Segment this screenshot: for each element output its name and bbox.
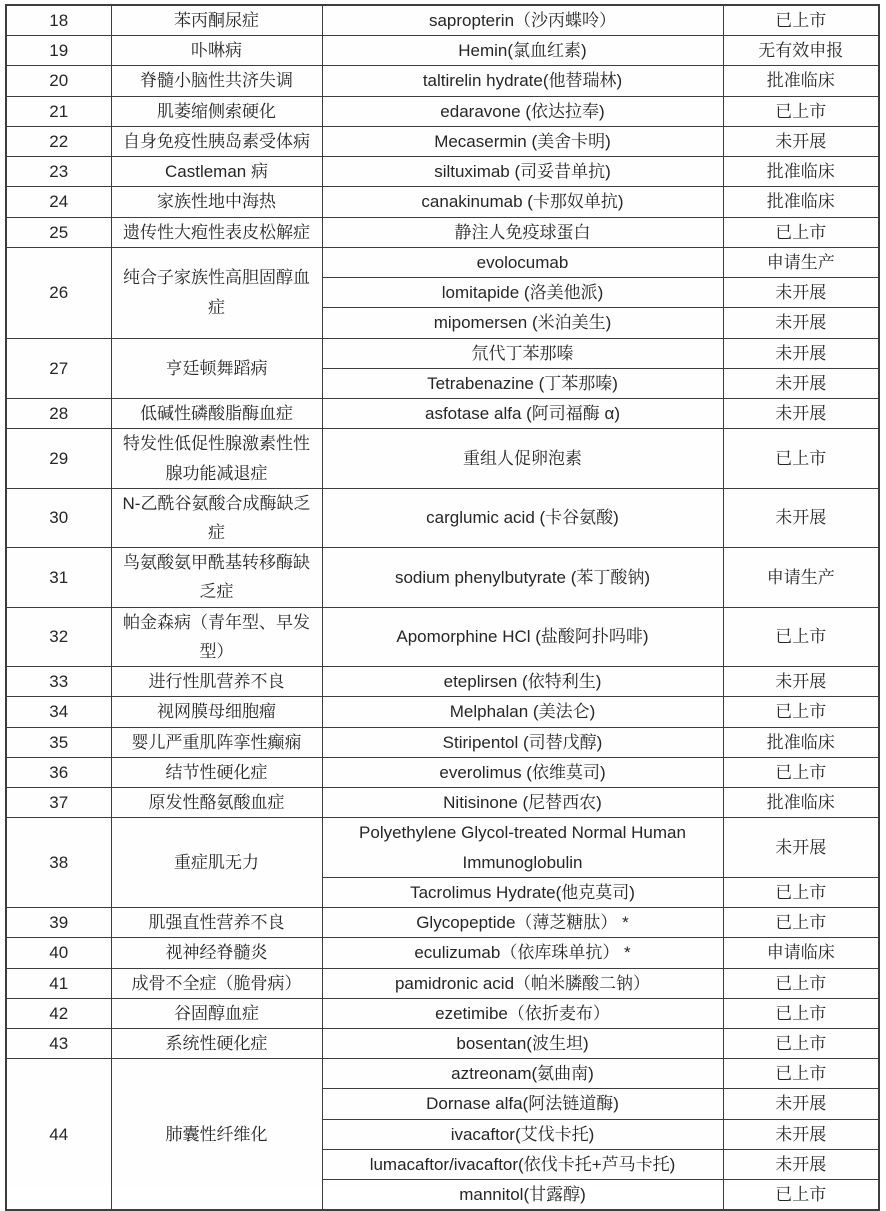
drug-name-cell: eculizumab（依库珠单抗） *	[322, 938, 723, 968]
drug-name-cell: Apomorphine HCl (盐酸阿扑吗啡)	[322, 607, 723, 666]
table-row	[6, 187, 879, 217]
disease-name-cell: 重症肌无力	[111, 818, 322, 908]
drug-name-cell: edaravone (依达拉奉)	[322, 96, 723, 126]
drug-name-cell: everolimus (依维莫司)	[322, 757, 723, 787]
drug-name-cell: pamidronic acid（帕米膦酸二钠）	[322, 968, 723, 998]
status-cell: 申请临床	[723, 938, 879, 968]
drug-name-cell: sapropterin（沙丙蝶呤）	[322, 5, 723, 36]
drug-name-cell: asfotase alfa (阿司福酶 α)	[322, 399, 723, 429]
table-row	[6, 727, 879, 757]
table-row	[6, 667, 879, 697]
disease-name-cell: 肌强直性营养不良	[111, 908, 322, 938]
row-number-cell: 25	[6, 217, 111, 247]
drug-name-cell: siltuximab (司妥昔单抗)	[322, 157, 723, 187]
disease-name-cell: 家族性地中海热	[111, 187, 322, 217]
disease-name-cell: 系统性硬化症	[111, 1028, 322, 1058]
row-number-cell: 23	[6, 157, 111, 187]
drug-name-cell: 重组人促卵泡素	[322, 429, 723, 488]
table-row	[6, 548, 879, 607]
table-row	[6, 1059, 879, 1089]
table-row	[6, 1028, 879, 1058]
status-cell: 已上市	[723, 968, 879, 998]
drug-name-cell: mipomersen (米泊美生)	[322, 308, 723, 338]
status-cell: 无有效申报	[723, 36, 879, 66]
row-number-cell: 30	[6, 488, 111, 547]
drug-name-cell: Tacrolimus Hydrate(他克莫司)	[322, 877, 723, 907]
table-row	[6, 908, 879, 938]
drug-name-cell: 氘代丁苯那嗪	[322, 338, 723, 368]
disease-name-cell: 低碱性磷酸脂酶血症	[111, 399, 322, 429]
status-cell: 已上市	[723, 429, 879, 488]
disease-name-cell: 肌萎缩侧索硬化	[111, 96, 322, 126]
drug-name-cell: Hemin(氯血红素)	[322, 36, 723, 66]
rare-disease-table-body	[6, 5, 879, 1210]
status-cell: 批准临床	[723, 66, 879, 96]
drug-name-cell: Nitisinone (尼替西农)	[322, 788, 723, 818]
table-row	[6, 338, 879, 368]
disease-name-cell: Castleman 病	[111, 157, 322, 187]
status-cell: 未开展	[723, 308, 879, 338]
row-number-cell: 27	[6, 338, 111, 398]
status-cell: 未开展	[723, 667, 879, 697]
disease-name-cell: 婴儿严重肌阵挛性癫痫	[111, 727, 322, 757]
drug-name-cell: Melphalan (美法仑)	[322, 697, 723, 727]
disease-name-cell: N-乙酰谷氨酸合成酶缺乏症	[111, 488, 322, 547]
status-cell: 批准临床	[723, 157, 879, 187]
row-number-cell: 18	[6, 5, 111, 36]
row-number-cell: 37	[6, 788, 111, 818]
disease-name-cell: 特发性低促性腺激素性性腺功能减退症	[111, 429, 322, 488]
table-row	[6, 96, 879, 126]
status-cell: 申请生产	[723, 247, 879, 277]
status-cell: 已上市	[723, 217, 879, 247]
status-cell: 已上市	[723, 998, 879, 1028]
table-row	[6, 968, 879, 998]
drug-name-cell: ezetimibe（依折麦布）	[322, 998, 723, 1028]
table-row	[6, 938, 879, 968]
table-row	[6, 607, 879, 666]
drug-name-cell: Tetrabenazine (丁苯那嗪)	[322, 368, 723, 398]
table-row	[6, 217, 879, 247]
status-cell: 批准临床	[723, 788, 879, 818]
drug-name-cell: canakinumab (卡那奴单抗)	[322, 187, 723, 217]
status-cell: 未开展	[723, 818, 879, 877]
row-number-cell: 21	[6, 96, 111, 126]
disease-name-cell: 进行性肌营养不良	[111, 667, 322, 697]
row-number-cell: 24	[6, 187, 111, 217]
drug-name-cell: mannitol(甘露醇)	[322, 1180, 723, 1211]
disease-name-cell: 苯丙酮尿症	[111, 5, 322, 36]
drug-name-cell: Glycopeptide（薄芝糖肽） *	[322, 908, 723, 938]
status-cell: 未开展	[723, 278, 879, 308]
status-cell: 未开展	[723, 368, 879, 398]
row-number-cell: 20	[6, 66, 111, 96]
status-cell: 未开展	[723, 338, 879, 368]
drug-name-cell: ivacaftor(艾伐卡托)	[322, 1119, 723, 1149]
table-row	[6, 788, 879, 818]
row-number-cell: 38	[6, 818, 111, 908]
status-cell: 未开展	[723, 1119, 879, 1149]
disease-name-cell: 帕金森病（青年型、早发型）	[111, 607, 322, 666]
status-cell: 未开展	[723, 399, 879, 429]
status-cell: 未开展	[723, 126, 879, 156]
status-cell: 已上市	[723, 757, 879, 787]
row-number-cell: 28	[6, 399, 111, 429]
status-cell: 申请生产	[723, 548, 879, 607]
row-number-cell: 26	[6, 247, 111, 338]
row-number-cell: 22	[6, 126, 111, 156]
status-cell: 已上市	[723, 1180, 879, 1211]
status-cell: 已上市	[723, 877, 879, 907]
drug-name-cell: lumacaftor/ivacaftor(依伐卡托+芦马卡托)	[322, 1149, 723, 1179]
row-number-cell: 43	[6, 1028, 111, 1058]
row-number-cell: 32	[6, 607, 111, 666]
drug-name-cell: evolocumab	[322, 247, 723, 277]
drug-name-cell: eteplirsen (依特利生)	[322, 667, 723, 697]
table-row	[6, 36, 879, 66]
drug-name-cell: carglumic acid (卡谷氨酸)	[322, 488, 723, 547]
disease-name-cell: 原发性酪氨酸血症	[111, 788, 322, 818]
table-row	[6, 757, 879, 787]
status-cell: 已上市	[723, 607, 879, 666]
disease-name-cell: 纯合子家族性高胆固醇血症	[111, 247, 322, 338]
disease-name-cell: 成骨不全症（脆骨病）	[111, 968, 322, 998]
rare-disease-drug-table	[5, 4, 880, 1211]
row-number-cell: 41	[6, 968, 111, 998]
row-number-cell: 33	[6, 667, 111, 697]
drug-name-cell: Polyethylene Glycol-treated Normal Human Immunoglobulin	[322, 818, 723, 877]
status-cell: 未开展	[723, 488, 879, 547]
status-cell: 已上市	[723, 697, 879, 727]
disease-name-cell: 结节性硬化症	[111, 757, 322, 787]
row-number-cell: 34	[6, 697, 111, 727]
drug-name-cell: taltirelin hydrate(他替瑞林)	[322, 66, 723, 96]
disease-name-cell: 肺囊性纤维化	[111, 1059, 322, 1211]
row-number-cell: 40	[6, 938, 111, 968]
disease-name-cell: 鸟氨酸氨甲酰基转移酶缺乏症	[111, 548, 322, 607]
row-number-cell: 36	[6, 757, 111, 787]
disease-name-cell: 亨廷顿舞蹈病	[111, 338, 322, 398]
status-cell: 未开展	[723, 1149, 879, 1179]
disease-name-cell: 谷固醇血症	[111, 998, 322, 1028]
status-cell: 已上市	[723, 5, 879, 36]
table-row	[6, 126, 879, 156]
status-cell: 批准临床	[723, 187, 879, 217]
row-number-cell: 19	[6, 36, 111, 66]
row-number-cell: 31	[6, 548, 111, 607]
row-number-cell: 44	[6, 1059, 111, 1211]
disease-name-cell: 自身免疫性胰岛素受体病	[111, 126, 322, 156]
drug-name-cell: Mecasermin (美舍卡明)	[322, 126, 723, 156]
table-row	[6, 157, 879, 187]
row-number-cell: 39	[6, 908, 111, 938]
drug-name-cell: sodium phenylbutyrate (苯丁酸钠)	[322, 548, 723, 607]
table-row	[6, 66, 879, 96]
status-cell: 批准临床	[723, 727, 879, 757]
table-row	[6, 247, 879, 277]
status-cell: 已上市	[723, 908, 879, 938]
table-row	[6, 998, 879, 1028]
disease-name-cell: 卟啉病	[111, 36, 322, 66]
status-cell: 已上市	[723, 1059, 879, 1089]
row-number-cell: 42	[6, 998, 111, 1028]
disease-name-cell: 视神经脊髓炎	[111, 938, 322, 968]
status-cell: 已上市	[723, 1028, 879, 1058]
disease-name-cell: 视网膜母细胞瘤	[111, 697, 322, 727]
table-row	[6, 488, 879, 547]
status-cell: 未开展	[723, 1089, 879, 1119]
drug-name-cell: Stiripentol (司替戊醇)	[322, 727, 723, 757]
table-row	[6, 697, 879, 727]
drug-name-cell: bosentan(波生坦)	[322, 1028, 723, 1058]
disease-name-cell: 遗传性大疱性表皮松解症	[111, 217, 322, 247]
table-row	[6, 399, 879, 429]
drug-name-cell: Dornase alfa(阿法链道酶)	[322, 1089, 723, 1119]
row-number-cell: 35	[6, 727, 111, 757]
drug-name-cell: lomitapide (洛美他派)	[322, 278, 723, 308]
table-row	[6, 5, 879, 36]
disease-name-cell: 脊髓小脑性共济失调	[111, 66, 322, 96]
drug-name-cell: 静注人免疫球蛋白	[322, 217, 723, 247]
row-number-cell: 29	[6, 429, 111, 488]
status-cell: 已上市	[723, 96, 879, 126]
table-row	[6, 429, 879, 488]
drug-name-cell: aztreonam(氨曲南)	[322, 1059, 723, 1089]
table-row	[6, 818, 879, 877]
